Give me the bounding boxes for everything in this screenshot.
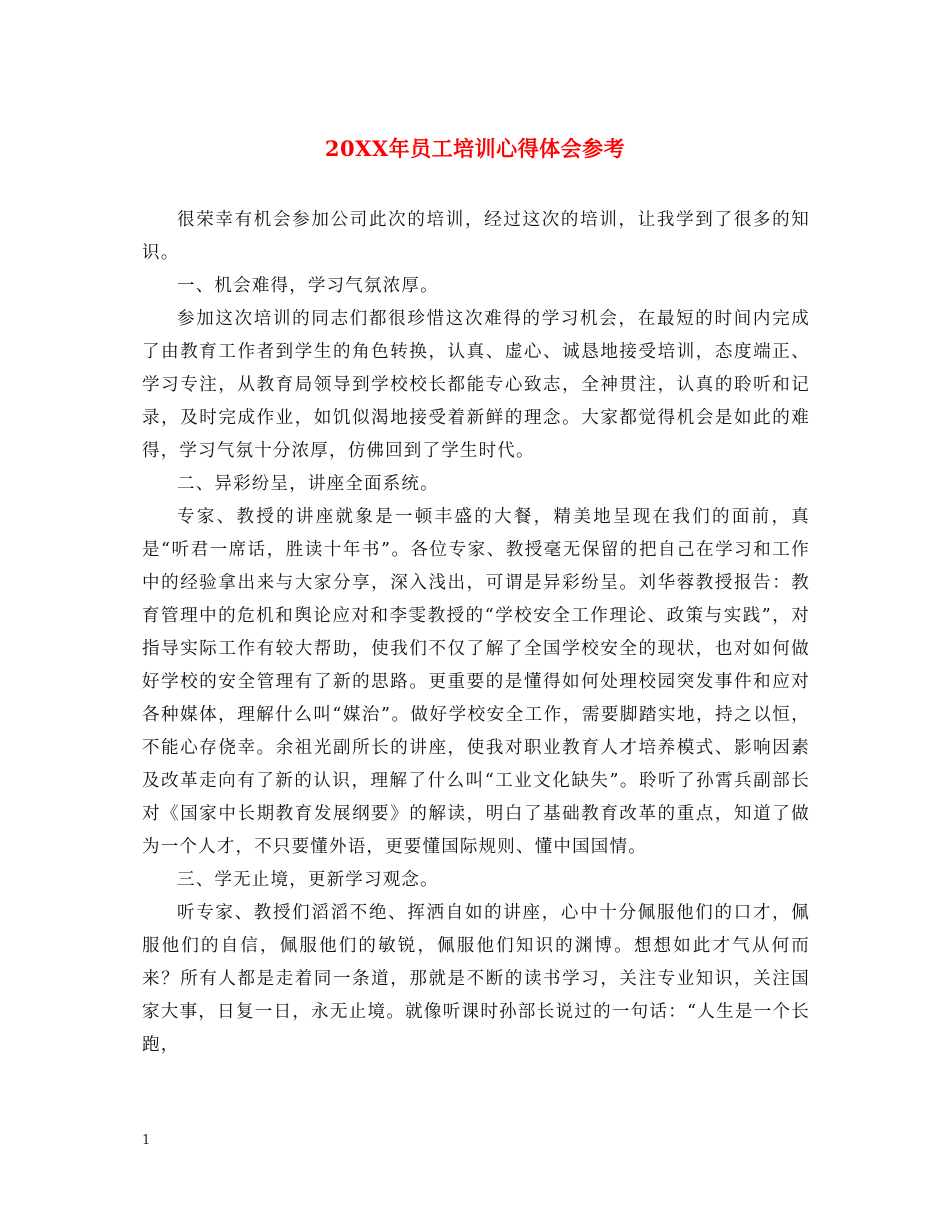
paragraph-section-3: 听专家、教授们滔滔不绝、挥洒自如的讲座，心中十分佩服他们的口才，佩服他们的自信，佩服他们的敏锐，佩服他们知识的渊博。想想如此才气从何而来？所有人都是走着同一条道，那就是不断的读书学习，关注专业知识，关注国家大事，日复一日，永无止境。就像听课时孙部长说过的一句话：“人生是一个长跑， bbox=[142, 903, 810, 1055]
paragraph-section-1: 参加这次培训的同志们都很珍惜这次难得的学习机会，在最短的时间内完成了由教育工作者到学生的角色转换，认真、虚心、诚恳地接受培训，态度端正、学习专注，从教育局领导到学校校长都能专心致志，全神贯注，认真的聆听和记录，及时完成作业，如饥似渴地接受着新鲜的理念。大家都觉得机会是如此的难得，学习气氛十分浓厚，仿佛回到了学生时代。 bbox=[142, 309, 810, 461]
page-number: 1 bbox=[142, 1133, 151, 1148]
paragraph-section-2: 专家、教授的讲座就象是一顿丰盛的大餐，精美地呈现在我们的面前，真是“听君一席话，胜读十年书”。各位专家、教授毫无保留的把自己在学习和工作中的经验拿出来与大家分享，深入浅出，可谓是异彩纷呈。刘华蓉教授报告：教育管理中的危机和舆论应对和李雯教授的“学校安全工作理论、政策与实践”，对指导实际工作有较大帮助，使我们不仅了解了全国学校安全的现状，也对如何做好学校的安全管理有了新的思路。更重要的是懂得如何处理校园突发事件和应对各种媒体，理解什么叫“媒治”。做好学校安全工作，需要脚踏实地，持之以恒，不能心存侥幸。余祖光副所长的讲座，使我对职业教育人才培养模式、影响因素及改革走向有了新的认识，理解了什么叫“工业文化缺失”。聆听了孙霄兵副部长对《国家中长期教育发展纲要》的解读，明白了基础教育改革的重点，知道了做为一个人才，不只要懂外语，更要懂国际规则、懂中国国情。 bbox=[142, 507, 810, 857]
section-heading-1: 一、机会难得，学习气氛浓厚。 bbox=[177, 276, 439, 296]
document-body bbox=[142, 204, 810, 1062]
document-title: 20XX年员工培训心得体会参考 bbox=[324, 136, 626, 161]
paragraph-intro: 很荣幸有机会参加公司此次的培训，经过这次的培训，让我学到了很多的知识。 bbox=[142, 210, 810, 263]
section-heading-2: 二、异彩纷呈，讲座全面系统。 bbox=[177, 474, 439, 494]
section-heading-3: 三、学无止境，更新学习观念。 bbox=[177, 870, 439, 890]
